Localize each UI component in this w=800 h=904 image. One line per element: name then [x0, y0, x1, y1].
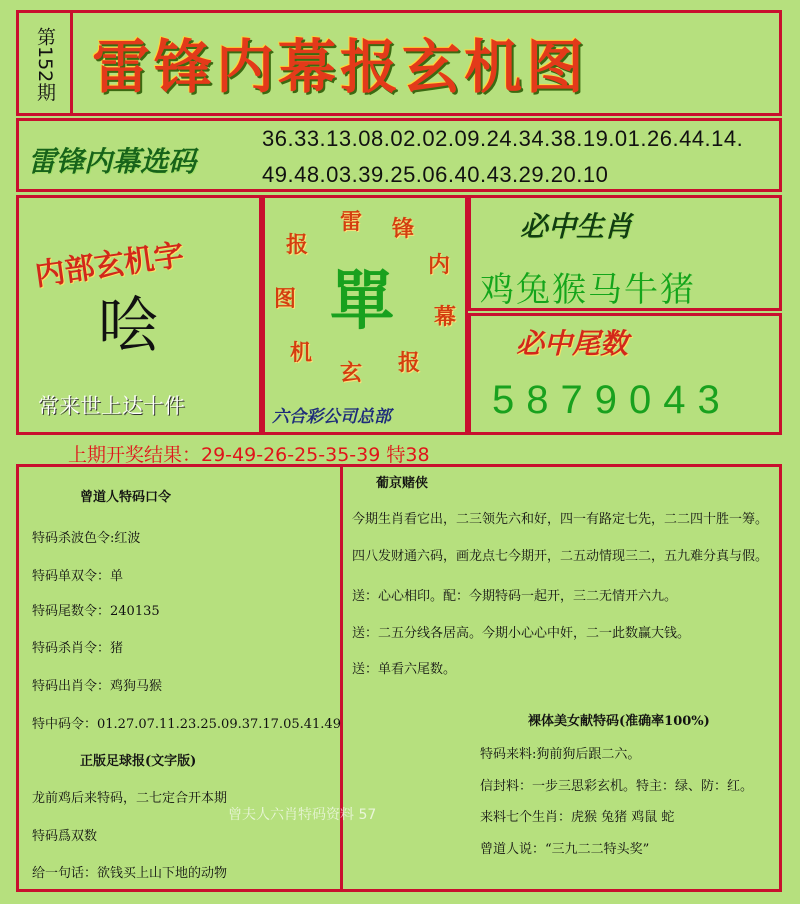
issue-number: 第152期	[34, 26, 56, 102]
right-item-3: 送：心心相印。配：今期特码一起开，三二无情开六九。	[352, 589, 678, 604]
left-sub-item-1: 龙前鸡后来特码，二七定合开本期	[32, 791, 228, 806]
codes-label: 雷锋内幕选码	[28, 145, 197, 178]
zodiac-value: 鸡兔猴马牛猪	[480, 270, 696, 310]
mystery-char-caption: 常来世上达十件	[38, 394, 185, 418]
left-sub-item-3: 给一句话：欲钱买上山下地的动物	[32, 866, 228, 881]
codes-line-1: 36.33.13.08.02.02.09.24.34.38.19.01.26.44.14.	[262, 126, 744, 151]
left-heading: 曾道人特码口令	[80, 490, 172, 505]
page-title: 雷锋内幕报玄机图	[92, 33, 589, 101]
right-item-4: 送：二五分线各居高。今期小心心中奸，二一此数赢大钱。	[352, 626, 691, 641]
center-big-char: 單	[330, 265, 394, 339]
ring-char-5: 报	[398, 350, 421, 376]
ring-char-7: 机	[290, 340, 313, 366]
right-heading: 葡京赌侠	[376, 476, 429, 491]
right-sub-item-2: 信封料：一步三思彩玄机。特主：绿、防：红。	[480, 779, 754, 794]
codes-line-2: 49.48.03.39.25.06.40.43.29.20.10	[262, 162, 609, 187]
right-sub-item-1: 特码来料:狗前狗后跟二六。	[480, 747, 641, 762]
tail-value: 5879043	[492, 378, 732, 422]
ring-char-3: 内	[428, 252, 451, 278]
left-item-4: 特码杀肖令：猪	[32, 641, 124, 656]
mystery-char: 哙	[98, 291, 158, 361]
left-sub-heading: 正版足球报(文字版)	[80, 754, 197, 769]
ring-char-9: 报	[286, 232, 309, 258]
tail-label: 必中尾数	[516, 327, 629, 360]
watermark: 曾夫人六肖特码资料 57	[228, 807, 377, 823]
bottom-divider	[340, 466, 343, 890]
center-footer: 六合彩公司总部	[272, 407, 391, 427]
ring-char-1: 雷	[340, 209, 363, 235]
left-sub-item-2: 特码爲双数	[32, 829, 98, 844]
right-sub-item-3: 来料七个生肖：虎猴 兔猪 鸡鼠 蛇	[480, 810, 675, 825]
left-item-5: 特码出肖令：鸡狗马猴	[32, 679, 163, 694]
right-item-5: 送：单看六尾数。	[352, 662, 457, 677]
ring-char-6: 玄	[340, 360, 363, 386]
ring-char-8: 图	[274, 286, 297, 312]
issue-divider	[70, 12, 73, 114]
zodiac-label: 必中生肖	[520, 210, 633, 243]
ring-char-4: 幕	[434, 304, 457, 330]
right-item-2: 四八发财通六码，画龙点七今期开，二五动情现三二，五九难分真与假。	[352, 549, 769, 564]
right-item-1: 今期生肖看它出，二三领先六和好，四一有路定七先，二二四十胜一筹。	[352, 512, 769, 527]
last-result: 上期开奖结果：29-49-26-25-35-39 特38	[68, 444, 430, 466]
ring-char-2: 锋	[392, 216, 415, 242]
right-sub-item-4: 曾道人说：“三九二二特头奖”	[480, 842, 650, 857]
left-item-3: 特码尾数令：240135	[32, 604, 160, 619]
left-item-1: 特码杀波色令:红波	[32, 531, 141, 546]
right-sub-heading: 裸体美女献特码(准确率100%)	[528, 714, 710, 729]
left-item-6: 特中码令：01.27.07.11.23.25.09.37.17.05.41.49	[32, 717, 341, 732]
left-item-2: 特码单双令：单	[32, 569, 124, 584]
mystery-char-label: 内部玄机字	[32, 237, 187, 294]
